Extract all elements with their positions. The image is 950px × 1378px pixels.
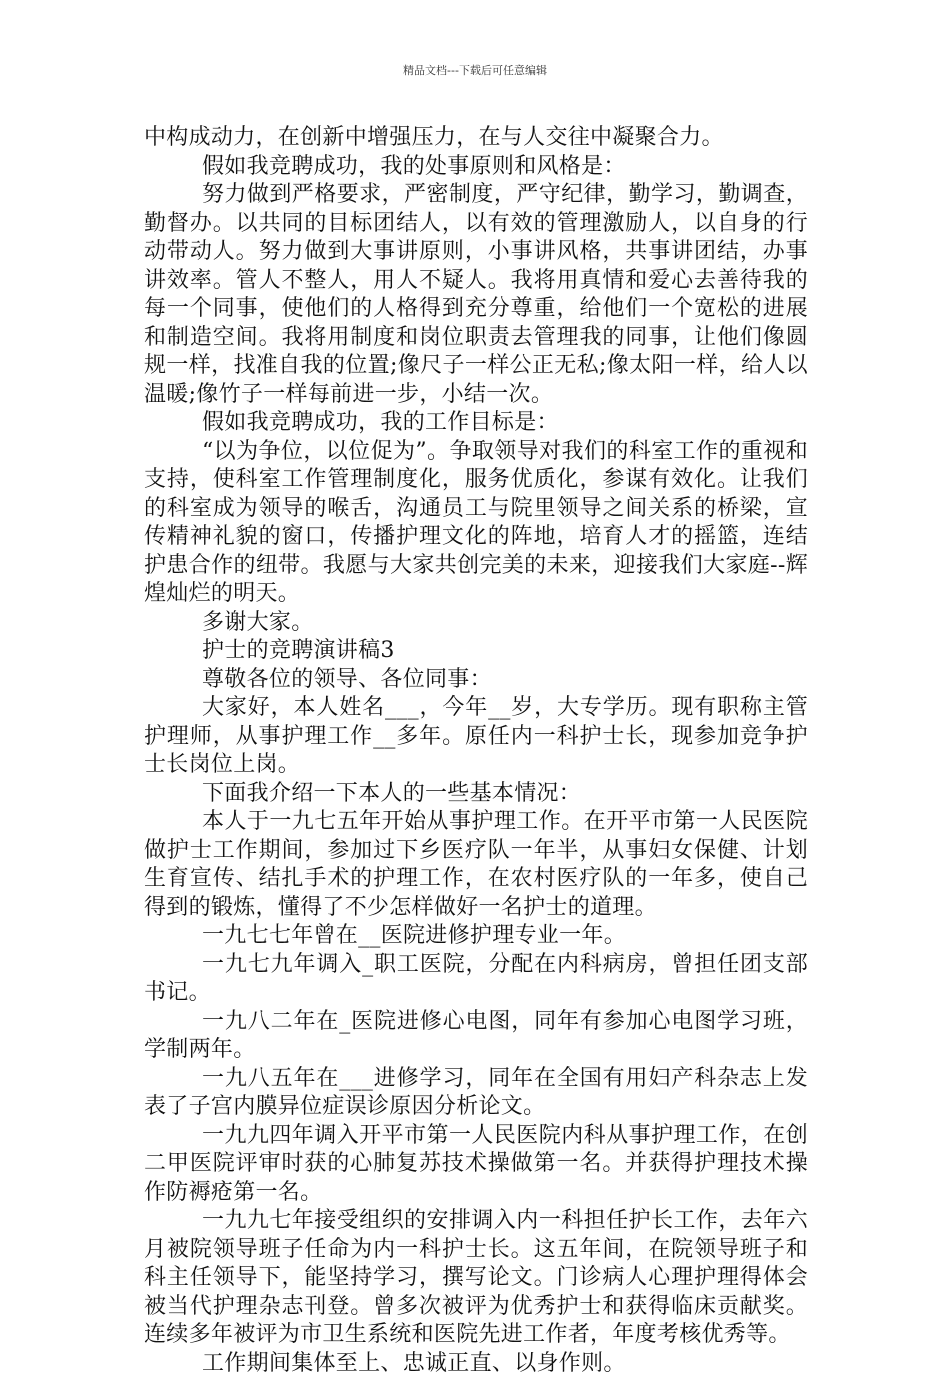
paragraph: 假如我竞聘成功，我的工作目标是： [144,409,808,438]
paragraph: 一九七九年调入_职工医院，分配在内科病房，曾担任团支部书记。 [144,951,808,1008]
paragraph: 假如我竞聘成功，我的处事原则和风格是： [144,153,808,182]
paragraph: 工作期间集体至上、忠诚正直、以身作则。 [144,1350,808,1378]
paragraph: 一九八五年在___进修学习，同年在全国有用妇产科杂志上发表了子宫内膜异位症误诊原因分析论文。 [144,1065,808,1122]
paragraph: 一九八二年在_医院进修心电图，同年有参加心电图学习班，学制两年。 [144,1008,808,1065]
paragraph: 一九七七年曾在__医院进修护理专业一年。 [144,922,808,951]
paragraph: “以为争位，以位促为”。争取领导对我们的科室工作的重视和支持，使科室工作管理制度化，服务优质化，参谋有效化。让我们的科室成为领导的喉舌，沟通员工与院里领导之间关系的桥梁，宣传精神礼貌的窗口，传播护理文化的阵地，培育人才的摇篮，连结护患合作的纽带。我愿与大家共创完美的未来，迎接我们大家庭--辉煌灿烂的明天。 [144,438,808,609]
paragraph: 本人于一九七五年开始从事护理工作。在开平市第一人民医院做护士工作期间，参加过下乡医疗队一年半，从事妇女保健、计划生育宣传、结扎手术的护理工作，在农村医疗队的一年多，使自己得到的锻炼，懂得了不少怎样做好一名护士的道理。 [144,808,808,922]
salutation: 尊敬各位的领导、各位同事： [144,666,808,695]
section-title: 护士的竞聘演讲稿3 [144,637,808,666]
page-header: 精品文档---下载后可任意编辑 [0,64,950,78]
paragraph: 下面我介绍一下本人的一些基本情况： [144,780,808,809]
paragraph: 一九九四年调入开平市第一人民医院内科从事护理工作，在创二甲医院评审时获的心肺复苏技术操做第一名。并获得护理技术操作防褥疮第一名。 [144,1122,808,1208]
paragraph: 中构成动力，在创新中增强压力，在与人交往中凝聚合力。 [144,124,808,153]
paragraph: 努力做到严格要求，严密制度，严守纪律，勤学习，勤调查，勤督办。以共同的目标团结人，以有效的管理激励人，以自身的行动带动人。努力做到大事讲原则，小事讲风格，共事讲团结，办事讲效率。管人不整人，用人不疑人。我将用真情和爱心去善待我的每一个同事，使他们的人格得到充分尊重，给他们一个宽松的进展和制造空间。我将用制度和岗位职责去管理我的同事，让他们像圆规一样，找准自我的位置;像尺子一样公正无私;像太阳一样，给人以温暖;像竹子一样每前进一步，小结一次。 [144,181,808,409]
paragraph: 多谢大家。 [144,609,808,638]
paragraph: 大家好，本人姓名___，今年__岁，大专学历。现有职称主管护理师，从事护理工作__多年。原任内一科护士长，现参加竞争护士长岗位上岗。 [144,694,808,780]
paragraph: 一九九七年接受组织的安排调入内一科担任护长工作，去年六月被院领导班子任命为内一科护士长。这五年间，在院领导班子和科主任领导下，能坚持学习，撰写论文。门诊病人心理护理得体会被当代护理杂志刊登。曾多次被评为优秀护士和获得临床贡献奖。连续多年被评为市卫生系统和医院先进工作者，年度考核优秀等。 [144,1207,808,1350]
document-body [144,124,808,1378]
